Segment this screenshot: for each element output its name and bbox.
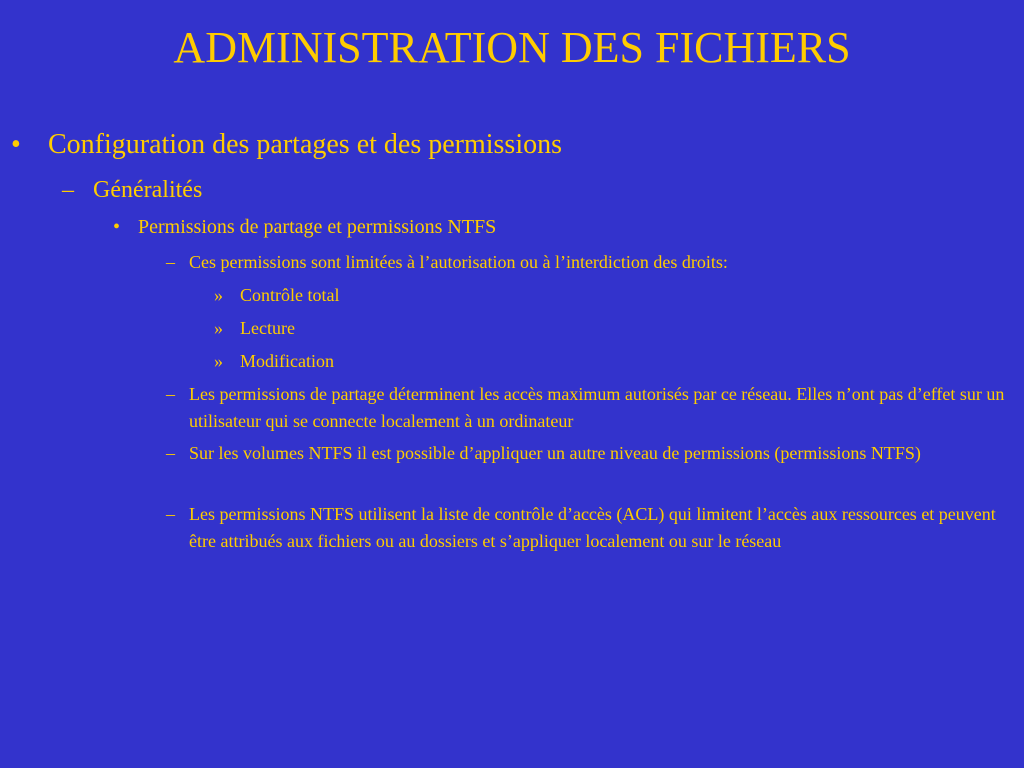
dash-marker: – [166,504,175,524]
chevron-marker: » [214,285,223,305]
dash-marker: – [166,384,175,404]
bullet-text: Modification [240,351,334,371]
bullet-permissions-limitees [166,249,989,276]
chevron-marker: » [214,318,223,338]
bullet-text: Permissions de partage et permissions NTFS [138,216,497,238]
slide-title: ADMINISTRATION DES FICHIERS [173,23,851,72]
bullet-modification [214,349,640,373]
bullet-volumes-ntfs [166,440,1011,467]
bullet-text: Les permissions de partage déterminent les accès maximum autorisés par ce réseau. Elles n’ont pas d’effet sur un utilisateur qui se connecte localement à un ordinateur [189,384,1005,431]
dash-marker: – [62,177,74,203]
bullet-permissions-partage-acces [166,381,1011,435]
bullet-text: Ces permissions sont limitées à l’autorisation ou à l’interdiction des droits: [189,252,728,272]
bullet-lecture [214,316,640,340]
dash-marker: – [166,443,175,463]
bullet-text: Contrôle total [240,285,340,305]
bullet-text: Configuration des partages et des permissions [48,129,563,160]
bullet-configuration [11,129,948,161]
bullet-text: Lecture [240,318,295,338]
bullet-text: Sur les volumes NTFS il est possible d’appliquer un autre niveau de permissions (permissions NTFS) [189,443,921,463]
bullet-text: Généralités [93,177,203,203]
bullet-controle-total [214,283,640,307]
bullet-permissions-partage-ntfs [113,215,938,239]
bullet-marker: • [113,216,121,238]
bullet-permissions-ntfs-acl [166,501,1017,555]
dash-marker: – [166,252,175,272]
chevron-marker: » [214,351,223,371]
bullet-text: Les permissions NTFS utilisent la liste de contrôle d’accès (ACL) qui limitent l’accès aux ressources et peuvent être attribués aux fichiers ou au dossiers et s’appliquer localement ou sur le réseau [189,504,996,551]
bullet-marker: • [11,129,21,160]
bullet-generalites [62,176,893,204]
